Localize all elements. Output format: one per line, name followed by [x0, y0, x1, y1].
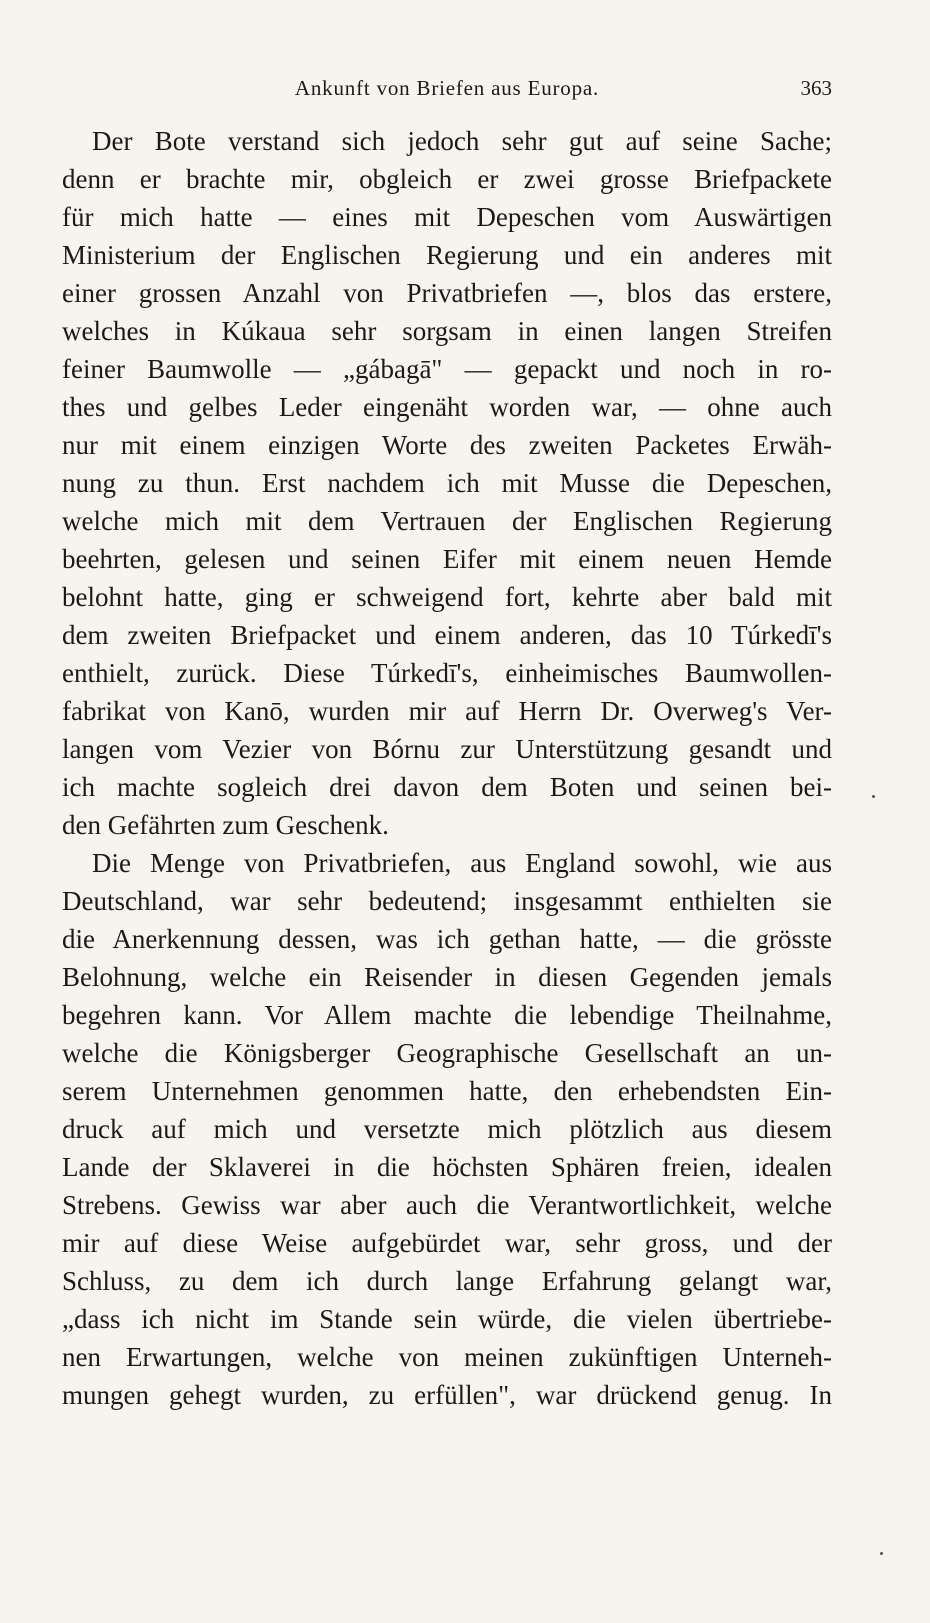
text-line: mungen gehegt wurden, zu erfüllen", war drückend genug. In [62, 1380, 832, 1410]
text-line: Schluss, zu dem ich durch lange Erfahrung gelangt war, [62, 1266, 832, 1296]
text-line: welches in Kúkaua sehr sorgsam in einen langen Streifen [62, 316, 832, 346]
running-head [62, 72, 832, 104]
text-line: langen vom Vezier von Bórnu zur Unterstützung gesandt und [62, 734, 832, 764]
text-line: Deutschland, war sehr bedeutend; insgesammt enthielten sie [62, 886, 832, 916]
text-line: fabrikat von Kanō, wurden mir auf Herrn Dr. Overweg's Ver- [62, 696, 832, 726]
text-line: „dass ich nicht im Stande sein würde, die vielen übertriebe- [62, 1304, 832, 1334]
text-line: belohnt hatte, ging er schweigend fort, kehrte aber bald mit [62, 582, 832, 612]
text-line: die Anerkennung dessen, was ich gethan hatte, — die grösste [62, 924, 832, 954]
body-text [62, 122, 832, 1414]
text-line: Lande der Sklaverei in die höchsten Sphären freien, idealen [62, 1152, 832, 1182]
print-speck [872, 795, 875, 798]
text-line: nen Erwartungen, welche von meinen zukünftigen Unterneh- [62, 1342, 832, 1372]
page-number: 363 [800, 76, 832, 100]
text-line: denn er brachte mir, obgleich er zwei grosse Briefpackete [62, 164, 832, 194]
paragraph-1 [62, 122, 832, 844]
text-line: Die Menge von Privatbriefen, aus England sowohl, wie aus [92, 848, 832, 878]
text-line: welche mich mit dem Vertrauen der Englischen Regierung [62, 506, 832, 536]
text-line: welche die Königsberger Geographische Gesellschaft an un- [62, 1038, 832, 1068]
text-line: thes und gelbes Leder eingenäht worden war, — ohne auch [62, 392, 832, 422]
text-line: Strebens. Gewiss war aber auch die Verantwortlichkeit, welche [62, 1190, 832, 1220]
text-line: feiner Baumwolle — „gábagā" — gepackt und noch in ro- [62, 354, 832, 384]
text-line: den Gefährten zum Geschenk. [62, 810, 389, 840]
paragraph-2 [62, 844, 832, 1414]
text-line: nur mit einem einzigen Worte des zweiten Packetes Erwäh- [62, 430, 832, 460]
text-line: enthielt, zurück. Diese Túrkedī's, einheimisches Baumwollen- [62, 658, 832, 688]
text-line: dem zweiten Briefpacket und einem anderen, das 10 Túrkedī's [62, 620, 832, 650]
text-line: druck auf mich und versetzte mich plötzlich aus diesem [62, 1114, 832, 1144]
print-speck [880, 1552, 883, 1555]
text-line: Ministerium der Englischen Regierung und ein anderes mit [62, 240, 832, 270]
running-title: Ankunft von Briefen aus Europa. [294, 76, 600, 100]
text-line: serem Unternehmen genommen hatte, den erhebendsten Ein- [62, 1076, 832, 1106]
text-line: Der Bote verstand sich jedoch sehr gut auf seine Sache; [92, 126, 832, 156]
text-line: begehren kann. Vor Allem machte die lebendige Theilnahme, [62, 1000, 832, 1030]
text-line: beehrten, gelesen und seinen Eifer mit einem neuen Hemde [62, 544, 832, 574]
text-line: mir auf diese Weise aufgebürdet war, sehr gross, und der [62, 1228, 832, 1258]
text-line: nung zu thun. Erst nachdem ich mit Musse die Depeschen, [62, 468, 832, 498]
text-line: für mich hatte — eines mit Depeschen vom Auswärtigen [62, 202, 832, 232]
text-line: ich machte sogleich drei davon dem Boten und seinen bei- [62, 772, 832, 802]
text-line: Belohnung, welche ein Reisender in diesen Gegenden jemals [62, 962, 832, 992]
text-line: einer grossen Anzahl von Privatbriefen —, blos das erstere, [62, 278, 832, 308]
